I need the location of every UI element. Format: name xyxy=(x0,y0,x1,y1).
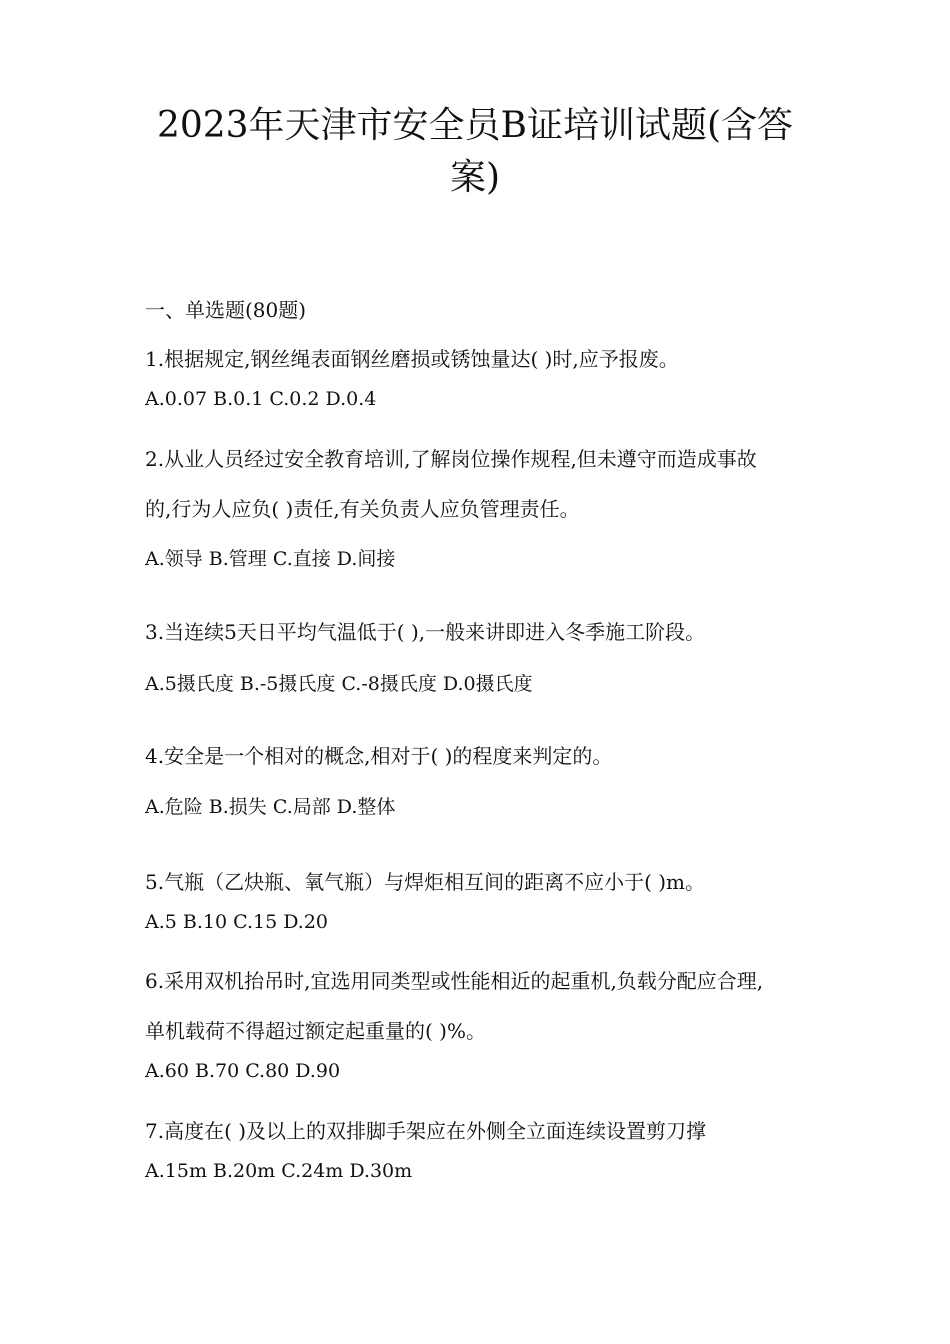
question-1-stem-line-1: 1.根据规定,钢丝绳表面钢丝磨损或锈蚀量达( )时,应予报废。 xyxy=(145,347,679,371)
question-4-options: A.危险 B.损失 C.局部 D.整体 xyxy=(145,796,396,818)
question-2-stem-line-1: 2.从业人员经过安全教育培训,了解岗位操作规程,但未遵守而造成事故 xyxy=(145,447,757,471)
question-2-options: A.领导 B.管理 C.直接 D.间接 xyxy=(145,548,396,570)
question-2-stem-line-2: 的,行为人应负( )责任,有关负责人应负管理责任。 xyxy=(145,497,580,521)
title-line-2: 案) xyxy=(449,157,501,198)
question-1-options: A.0.07 B.0.1 C.0.2 D.0.4 xyxy=(145,388,377,410)
question-5-options: A.5 B.10 C.15 D.20 xyxy=(145,911,328,933)
question-6-stem-line-2: 单机载荷不得超过额定起重量的( )%。 xyxy=(145,1019,486,1043)
document-title xyxy=(100,100,850,204)
section-heading: 一、单选题(80题) xyxy=(145,298,307,322)
question-7-stem-line-1: 7.高度在( )及以上的双排脚手架应在外侧全立面连续设置剪刀撑 xyxy=(145,1119,707,1143)
question-6-stem-line-1: 6.采用双机抬吊时,宜选用同类型或性能相近的起重机,负载分配应合理, xyxy=(145,969,764,993)
question-3-options: A.5摄氏度 B.-5摄氏度 C.-8摄氏度 D.0摄氏度 xyxy=(145,673,533,695)
title-line-1: 2023年天津市安全员B证培训试题(含答 xyxy=(156,105,794,146)
question-5-stem-line-1: 5.气瓶（乙炔瓶、氧气瓶）与焊炬相互间的距离不应小于( )m。 xyxy=(145,870,706,894)
question-3-stem-line-1: 3.当连续5天日平均气温低于( ),一般来讲即进入冬季施工阶段。 xyxy=(145,620,706,644)
question-7-options: A.15m B.20m C.24m D.30m xyxy=(145,1160,413,1182)
question-4-stem-line-1: 4.安全是一个相对的概念,相对于( )的程度来判定的。 xyxy=(145,744,613,768)
question-6-options: A.60 B.70 C.80 D.90 xyxy=(145,1060,341,1082)
